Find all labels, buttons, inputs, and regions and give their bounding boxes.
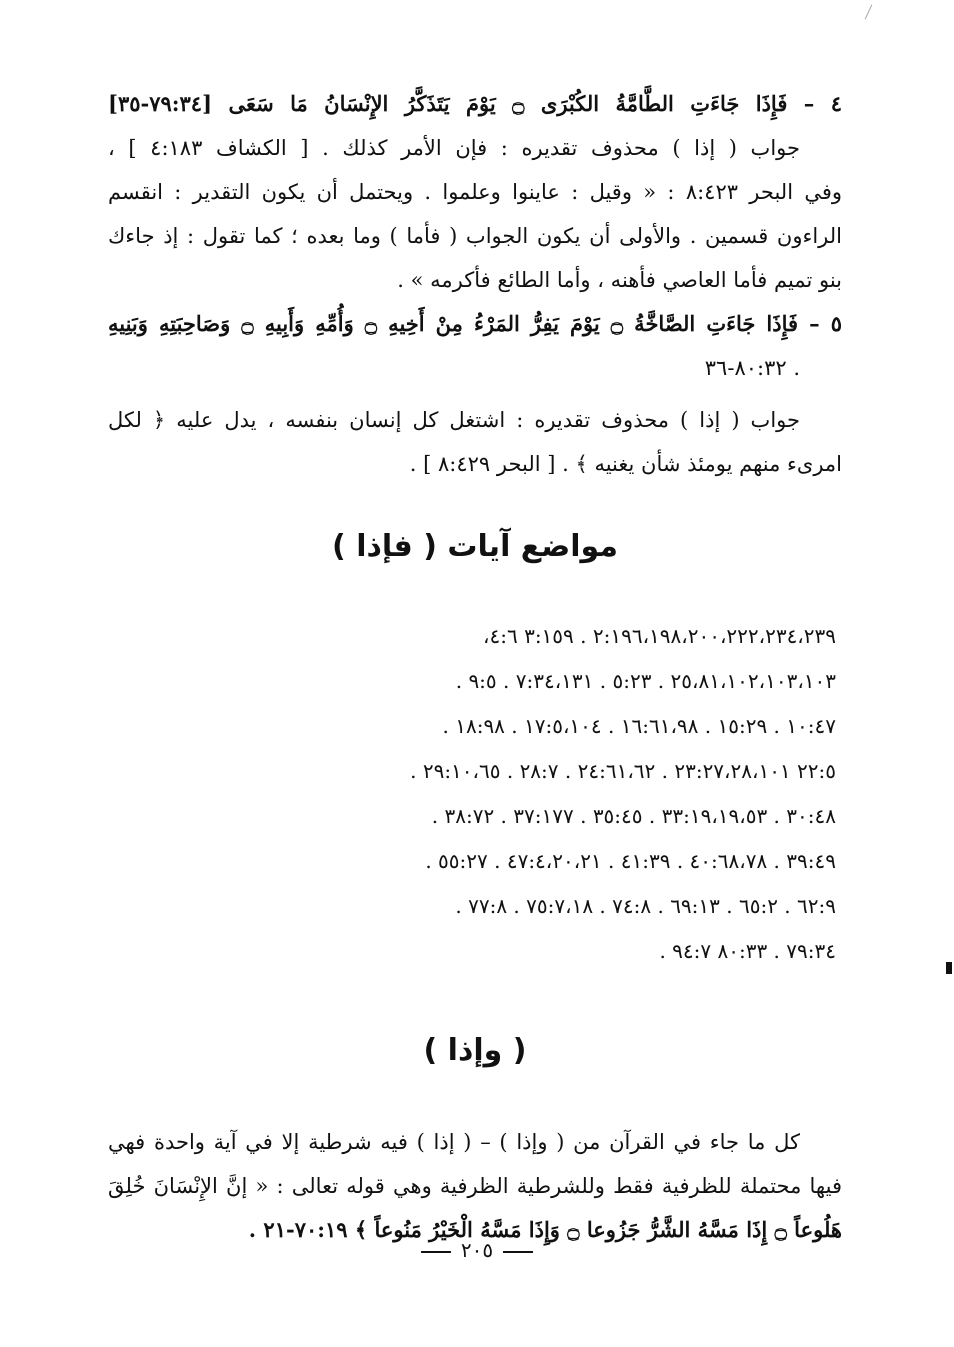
verse-70-19-21: هَلُوعاً ۝ إِذَا مَسَّهُ الشَّرُّ جَزُوعا ۝ وَإِذَا مَسَّهُ الْخَيْرُ مَنُوعاً ﴾ ٧٠:١٩-٢١ . xyxy=(248,1217,842,1242)
verse-80-32-36: ٥ – فَإِذَا جَاءَتِ الصَّاخَّةُ ۝ يَوْمَ يَفِرُّ المَرْءُ مِنْ أَخِيهِ ۝ وَأُمِّهِ وَأَبِيهِ ۝ وَصَاحِبَتِهِ وَبَنِيهِ xyxy=(108,311,842,336)
reference-line: ٢٢:٥ ٢٣:٢٧،٢٨،١٠١ . ٢٤:٦١،٦٢ . ٢٨:٧ . ٢٩:١٠،٦٥ . xyxy=(410,759,836,783)
paragraph-line: وفي البحر ٨:٤٢٣ : « وقيل : عاينوا وعلموا . ويحتمل أن يكون التقدير : انقسم xyxy=(108,180,842,204)
section-heading-faidha: مواضع آيات ( فإذا ) xyxy=(332,529,618,564)
paragraph-line: امرىء منهم يومئذ شأن يغنيه ﴾ . [ البحر ٨:٤٢٩ ] . xyxy=(409,452,842,476)
section-heading-waidha: ( وإذا ) xyxy=(423,1033,527,1068)
paragraph-line: جواب ( إذا ) محذوف تقديره : فإن الأمر كذلك . [ الكشاف ٤:١٨٣ ] ، xyxy=(108,136,800,160)
paragraph-line: بنو تميم فأما العاصي فأهنه ، وأما الطائع فأكرمه » . xyxy=(397,268,842,292)
verse-79-34-35: ٤ – فَإِذَا جَاءَتِ الطَّامَّةُ الكُبْرَى ۝ يَوْمَ يَتَذَكَّرُ الإِنْسَانُ مَا سَعَى [٧٩:٣٤-٣٥] xyxy=(108,91,842,116)
paragraph-line: الراءون قسمين . والأولى أن يكون الجواب ( فأما ) وما بعده ؛ كما تقول : إذ جاءك xyxy=(108,224,842,248)
page-body xyxy=(108,82,842,1252)
reference-line: ٦٢:٩ . ٦٥:٢ . ٦٩:١٣ . ٧٤:٨ . ٧٥:٧،١٨ . ٧٧:٨ . xyxy=(455,894,836,918)
paragraph-line: جواب ( إذا ) محذوف تقديره : اشتغل كل إنسان بنفسه ، يدل عليه ﴿ لكل xyxy=(108,408,800,432)
reference-line: ٢٥،٨١،١٠٢،١٠٣،١٠٣ . ٥:٢٣ . ٧:٣٤،١٣١ . ٩:٥ . xyxy=(455,669,836,693)
reference-line: ٢:١٩٦،١٩٨،٢٠٠،٢٢٢،٢٣٤،٢٣٩ . ٣:١٥٩ ٤:٦، xyxy=(483,624,836,648)
reference-list xyxy=(108,614,842,974)
reference-line: ٣٩:٤٩ . ٤٠:٦٨،٧٨ . ٤١:٣٩ . ٤٧:٤،٢٠،٢١ . ٥٥:٢٧ . xyxy=(425,849,836,873)
reference-line: ٣٠:٤٨ . ٣٣:١٩،١٩،٥٣ . ٣٥:٤٥ . ٣٧:١٧٧ . ٣٨:٧٢ . xyxy=(431,804,836,828)
page-number-dash xyxy=(503,1251,533,1253)
verse-reference: . ٨٠:٣٢-٣٦ xyxy=(704,356,800,380)
margin-mark xyxy=(946,962,952,974)
page-number-value: ٢٠٥ xyxy=(460,1238,494,1262)
paragraph-line: كل ما جاء في القرآن من ( وإذا ) – ( إذا ) فيه شرطية إلا في آية واحدة فهي xyxy=(108,1130,800,1154)
reference-line: ٧٩:٣٤ . ٨٠:٣٣ ٩٤:٧ . xyxy=(659,939,836,963)
page-number xyxy=(0,1238,954,1262)
corner-mark xyxy=(865,5,873,20)
paragraph-line: فيها محتملة للظرفية فقط وللشرطية الظرفية وهي قوله تعالى : « إنَّ الإِنْسَانَ خُلِقَ xyxy=(108,1174,842,1198)
page-number-dash xyxy=(421,1251,451,1253)
reference-line: ١٠:٤٧ . ١٥:٢٩ . ١٦:٦١،٩٨ . ١٧:٥،١٠٤ . ١٨:٩٨ . xyxy=(442,714,836,738)
